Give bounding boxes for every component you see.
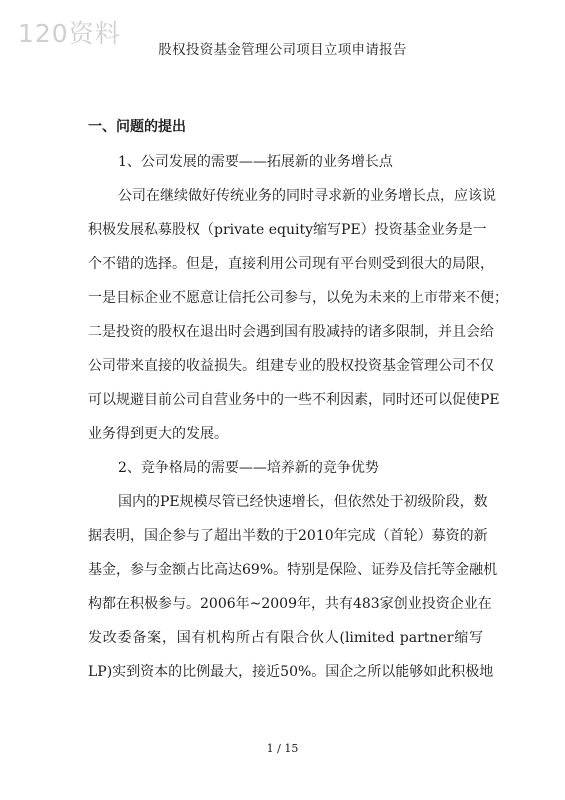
paragraph-line: 公司带来直接的收益损失。组建专业的股权投资基金管理公司不仅 xyxy=(88,358,494,374)
paragraph-line: LP)实到资本的比例最大，接近50%。国企之所以能够如此积极地 xyxy=(88,664,494,680)
paragraph-line: 国内的PE规模尽管已经快速增长，但依然处于初级阶段，数 xyxy=(118,494,488,510)
paragraph-line: 基金，参与金额占比高达69%。特别是保险、证券及信托等金融机 xyxy=(88,562,498,578)
paragraph-line: 据表明，国企参与了超出半数的于2010年完成（首轮）募资的新 xyxy=(88,528,488,544)
page-number: 1 / 15 xyxy=(266,742,299,755)
paragraph-line: 二是投资的股权在退出时会遇到国有股减持的诸多限制，并且会给 xyxy=(88,324,494,340)
section-heading: 一、问题的提出 xyxy=(88,119,186,135)
subheading-1: 1、公司发展的需要——拓展新的业务增长点 xyxy=(118,154,393,170)
subheading-2: 2、竞争格局的需要——培养新的竞争优势 xyxy=(118,460,379,476)
paragraph-line: 个不错的选择。但是，直接利用公司现有平台则受到很大的局限， xyxy=(88,256,494,272)
document-title: 股权投资基金管理公司项目立项申请报告 xyxy=(158,42,407,58)
paragraph-line: 积极发展私募股权（private equity缩写PE）投资基金业务是一 xyxy=(88,222,487,238)
paragraph-line: 公司在继续做好传统业务的同时寻求新的业务增长点，应该说 xyxy=(118,188,496,204)
watermark-logo: 120资料 xyxy=(18,19,121,48)
paragraph-line: 发改委备案，国有机构所占有限合伙人(limited partner缩写 xyxy=(88,630,483,646)
paragraph-line: 一是目标企业不愿意让信托公司参与，以免为未来的上市带来不便； xyxy=(88,290,508,306)
paragraph-line: 业务得到更大的发展。 xyxy=(88,426,228,442)
paragraph-line: 可以规避目前公司自营业务中的一些不利因素，同时还可以促使PE xyxy=(88,392,500,408)
paragraph-line: 构都在积极参与。2006年~2009年，共有483家创业投资企业在 xyxy=(88,596,492,612)
